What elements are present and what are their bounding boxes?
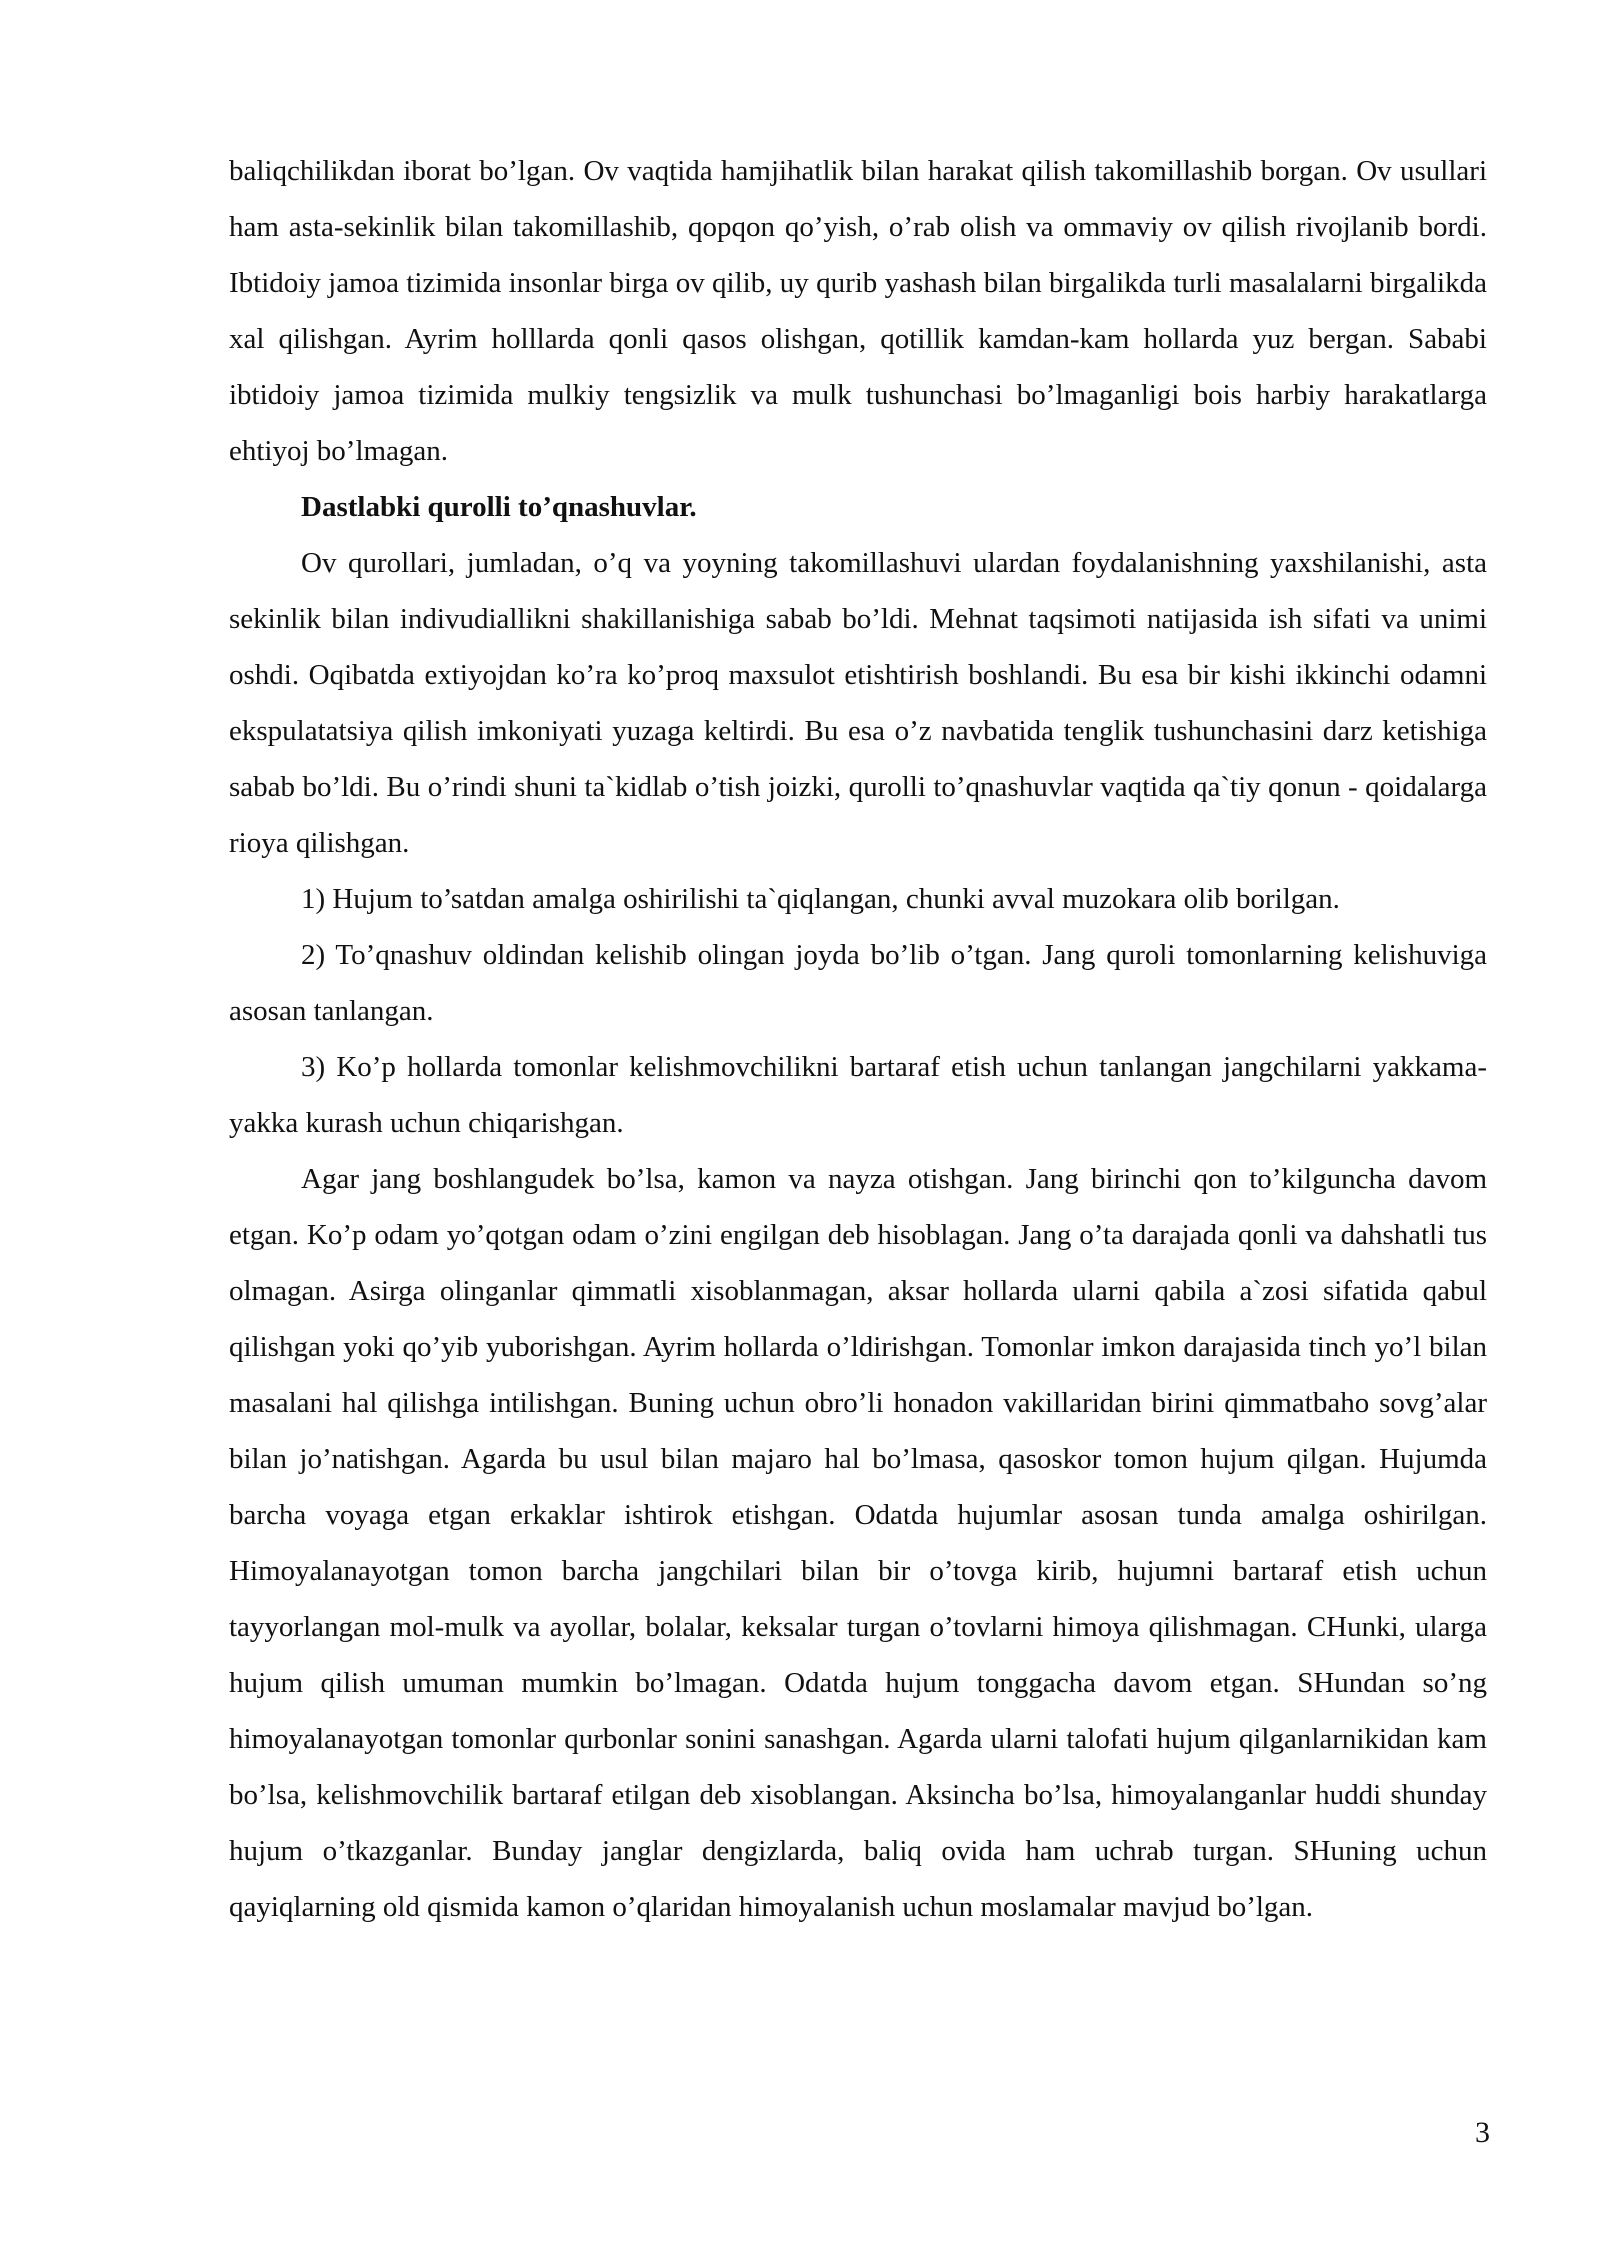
list-item-2: 2) To’qnashuv oldindan kelishib olingan joyda bo’lib o’tgan. Jang quroli tomonlarning kelishuviga asosan tanlangan.	[229, 939, 1487, 1027]
body-text	[229, 143, 1487, 1935]
list-item-1: 1) Hujum to’satdan amalga oshirilishi ta`qiqlangan, chunki avval muzokara olib borilgan.	[301, 883, 1340, 915]
page-number: 3	[1475, 2116, 1490, 2149]
paragraph: Agar jang boshlangudek bo’lsa, kamon va nayza otishgan. Jang birinchi qon to’kilguncha davom etgan. Ko’p odam yo’qotgan odam o’zini engilgan deb hisoblagan. Jang o’ta darajada qonli va dahshatli tus olmagan. Asirga olinganlar qimmatli xisoblanmagan, aksar hollarda ularni qabila a`zosi sifatida qabul qilishgan yoki qo’yib yuborishgan. Ayrim hollarda o’ldirishgan. Tomonlar imkon darajasida tinch yo’l bilan masalani hal qilishga intilishgan. Buning uchun obro’li honadon vakillaridan birini qimmatbaho sovg’alar bilan jo’natishgan. Agarda bu usul bilan majaro hal bo’lmasa, qasoskor tomon hujum qilgan. Hujumda barcha voyaga etgan erkaklar ishtirok etishgan. Odatda hujumlar asosan tunda amalga oshirilgan. Himoyalanayotgan tomon barcha jangchilari bilan bir o’tovga kirib, hujumni bartaraf etish uchun tayyorlangan mol-mulk va ayollar, bolalar, keksalar turgan o’tovlarni himoya qilishmagan. CHunki, ularga hujum qilish umuman mumkin bo’lmagan. Odatda hujum tonggacha davom etgan. SHundan so’ng himoyalanayotgan tomonlar qurbonlar sonini sanashgan. Agarda ularni talofati hujum qilganlarnikidan kam bo’lsa, kelishmovchilik bartaraf etilgan deb xisoblangan. Aksincha bo’lsa, himoyalanganlar huddi shunday hujum o’tkazganlar. Bunday janglar dengizlarda, baliq ovida ham uchrab turgan. SHuning uchun qayiqlarning old qismida kamon o’qlaridan himoyalanish uchun moslamalar mavjud bo’lgan.	[229, 1163, 1487, 1923]
list-item-3: 3) Ko’p hollarda tomonlar kelishmovchilikni bartaraf etish uchun tanlangan jangchilarni yakkama-yakka kurash uchun chiqarishgan.	[229, 1051, 1487, 1139]
paragraph-continuation: baliqchilikdan iborat bo’lgan. Ov vaqtida hamjihatlik bilan harakat qilish takomillashib borgan. Ov usullari ham asta-sekinlik bilan takomillashib, qopqon qo’yish, o’rab olish va ommaviy ov qilish rivojlanib bordi. Ibtidoiy jamoa tizimida insonlar birga ov qilib, uy qurib yashash bilan birgalikda turli masalalarni birgalikda xal qilishgan. Ayrim holllarda qonli qasos olishgan, qotillik kamdan-kam hollarda yuz bergan. Sababi ibtidoiy jamoa tizimida mulkiy tengsizlik va mulk tushunchasi bo’lmaganligi bois harbiy harakatlarga ehtiyoj bo’lmagan.	[229, 155, 1487, 467]
section-heading: Dastlabki qurolli to’qnashuvlar.	[301, 491, 697, 523]
paragraph: Ov qurollari, jumladan, o’q va yoyning takomillashuvi ulardan foydalanishning yaxshilanishi, asta sekinlik bilan indivudiallikni shakillanishiga sabab bo’ldi. Mehnat taqsimoti natijasida ish sifati va unimi oshdi. Oqibatda extiyojdan ko’ra ko’proq maxsulot etishtirish boshlandi. Bu esa bir kishi ikkinchi odamni ekspulatatsiya qilish imkoniyati yuzaga keltirdi. Bu esa o’z navbatida tenglik tushunchasini darz ketishiga sabab bo’ldi. Bu o’rindi shuni ta`kidlab o’tish joizki, qurolli to’qnashuvlar vaqtida qa`tiy qonun - qoidalarga rioya qilishgan.	[229, 547, 1487, 859]
